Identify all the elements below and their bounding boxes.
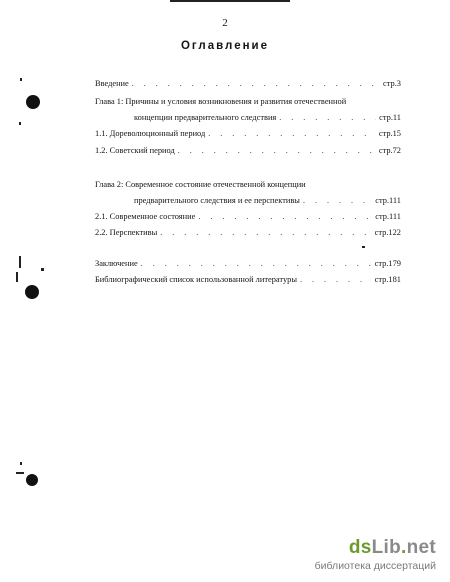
dot-leader [160,226,371,240]
toc-entry-label: предварительного следствия и ее перспективы [134,196,300,205]
toc-entry-label: Введение [95,79,129,88]
toc-entry-conclusion[interactable] [95,257,401,271]
toc-entry-label: Глава 2: Современное состояние отечественной концепции [95,180,306,189]
toc-entry-label: Заключение [95,259,138,268]
toc-entry-label: 2.2. Перспективы [95,228,158,237]
dot-leader [178,144,376,158]
page-number: 2 [222,17,228,29]
toc-entry-bibliography[interactable] [95,273,401,287]
toc-entry-introduction[interactable] [95,77,401,91]
scan-speck [16,272,18,282]
scan-speck [16,472,24,474]
dot-leader [279,111,376,125]
toc-entry-label: Глава 1: Причины и условия возникновения и развития отечественной [95,97,347,106]
dslib-logo: dsLib.net [348,537,436,558]
toc-entry-page: стр.122 [374,228,401,237]
toc-entry-label: 2.1. Современное состояние [95,212,196,221]
toc-entry-page: стр.11 [379,113,401,122]
dot-leader [208,127,376,141]
toc-title: Оглавление [180,40,270,52]
toc-entry-label: 1.2. Советский период [95,146,175,155]
scan-edge-line [170,0,290,2]
dot-leader [198,210,372,224]
scan-speck [20,78,22,81]
binder-hole-mark [25,285,39,299]
dot-leader [141,257,372,271]
toc-entry-chapter-1-line-2[interactable] [134,111,401,125]
toc-entry-page: стр.111 [375,212,401,221]
dot-leader [303,194,372,208]
scan-speck [19,256,21,268]
toc-entry-chapter-2-line-1[interactable] [95,178,306,192]
toc-entry-label: 1.1. Дореволюционный период [95,129,206,138]
toc-entry-page: стр.181 [374,275,401,284]
toc-entry-page: стр.3 [383,79,401,88]
toc-entry-2-1[interactable] [95,210,401,224]
toc-entry-chapter-1-line-1[interactable] [95,95,346,109]
scan-speck [41,268,44,271]
toc-entry-page: стр.111 [375,196,401,205]
dot-leader [132,77,380,91]
binder-hole-mark [26,95,40,109]
toc-entry-1-1[interactable] [95,127,401,141]
scan-speck [19,122,21,125]
binder-hole-mark [26,474,38,486]
toc-entry-page: стр.179 [374,259,401,268]
toc-entry-1-2[interactable] [95,144,401,158]
dot-leader [300,273,372,287]
dslib-watermark[interactable] [286,537,436,572]
scan-speck [20,462,22,465]
scan-speck [362,246,365,248]
toc-entry-chapter-2-line-2[interactable] [134,194,401,208]
toc-entry-label: Библиографический список использованной литературы [95,275,297,284]
toc-entry-page: стр.15 [378,129,401,138]
toc-entry-2-2[interactable] [95,226,401,240]
toc-entry-label: концепции предварительного следствия [134,113,277,122]
dslib-subtitle: библиотека диссертаций [314,560,436,572]
toc-entry-page: стр.72 [378,146,401,155]
